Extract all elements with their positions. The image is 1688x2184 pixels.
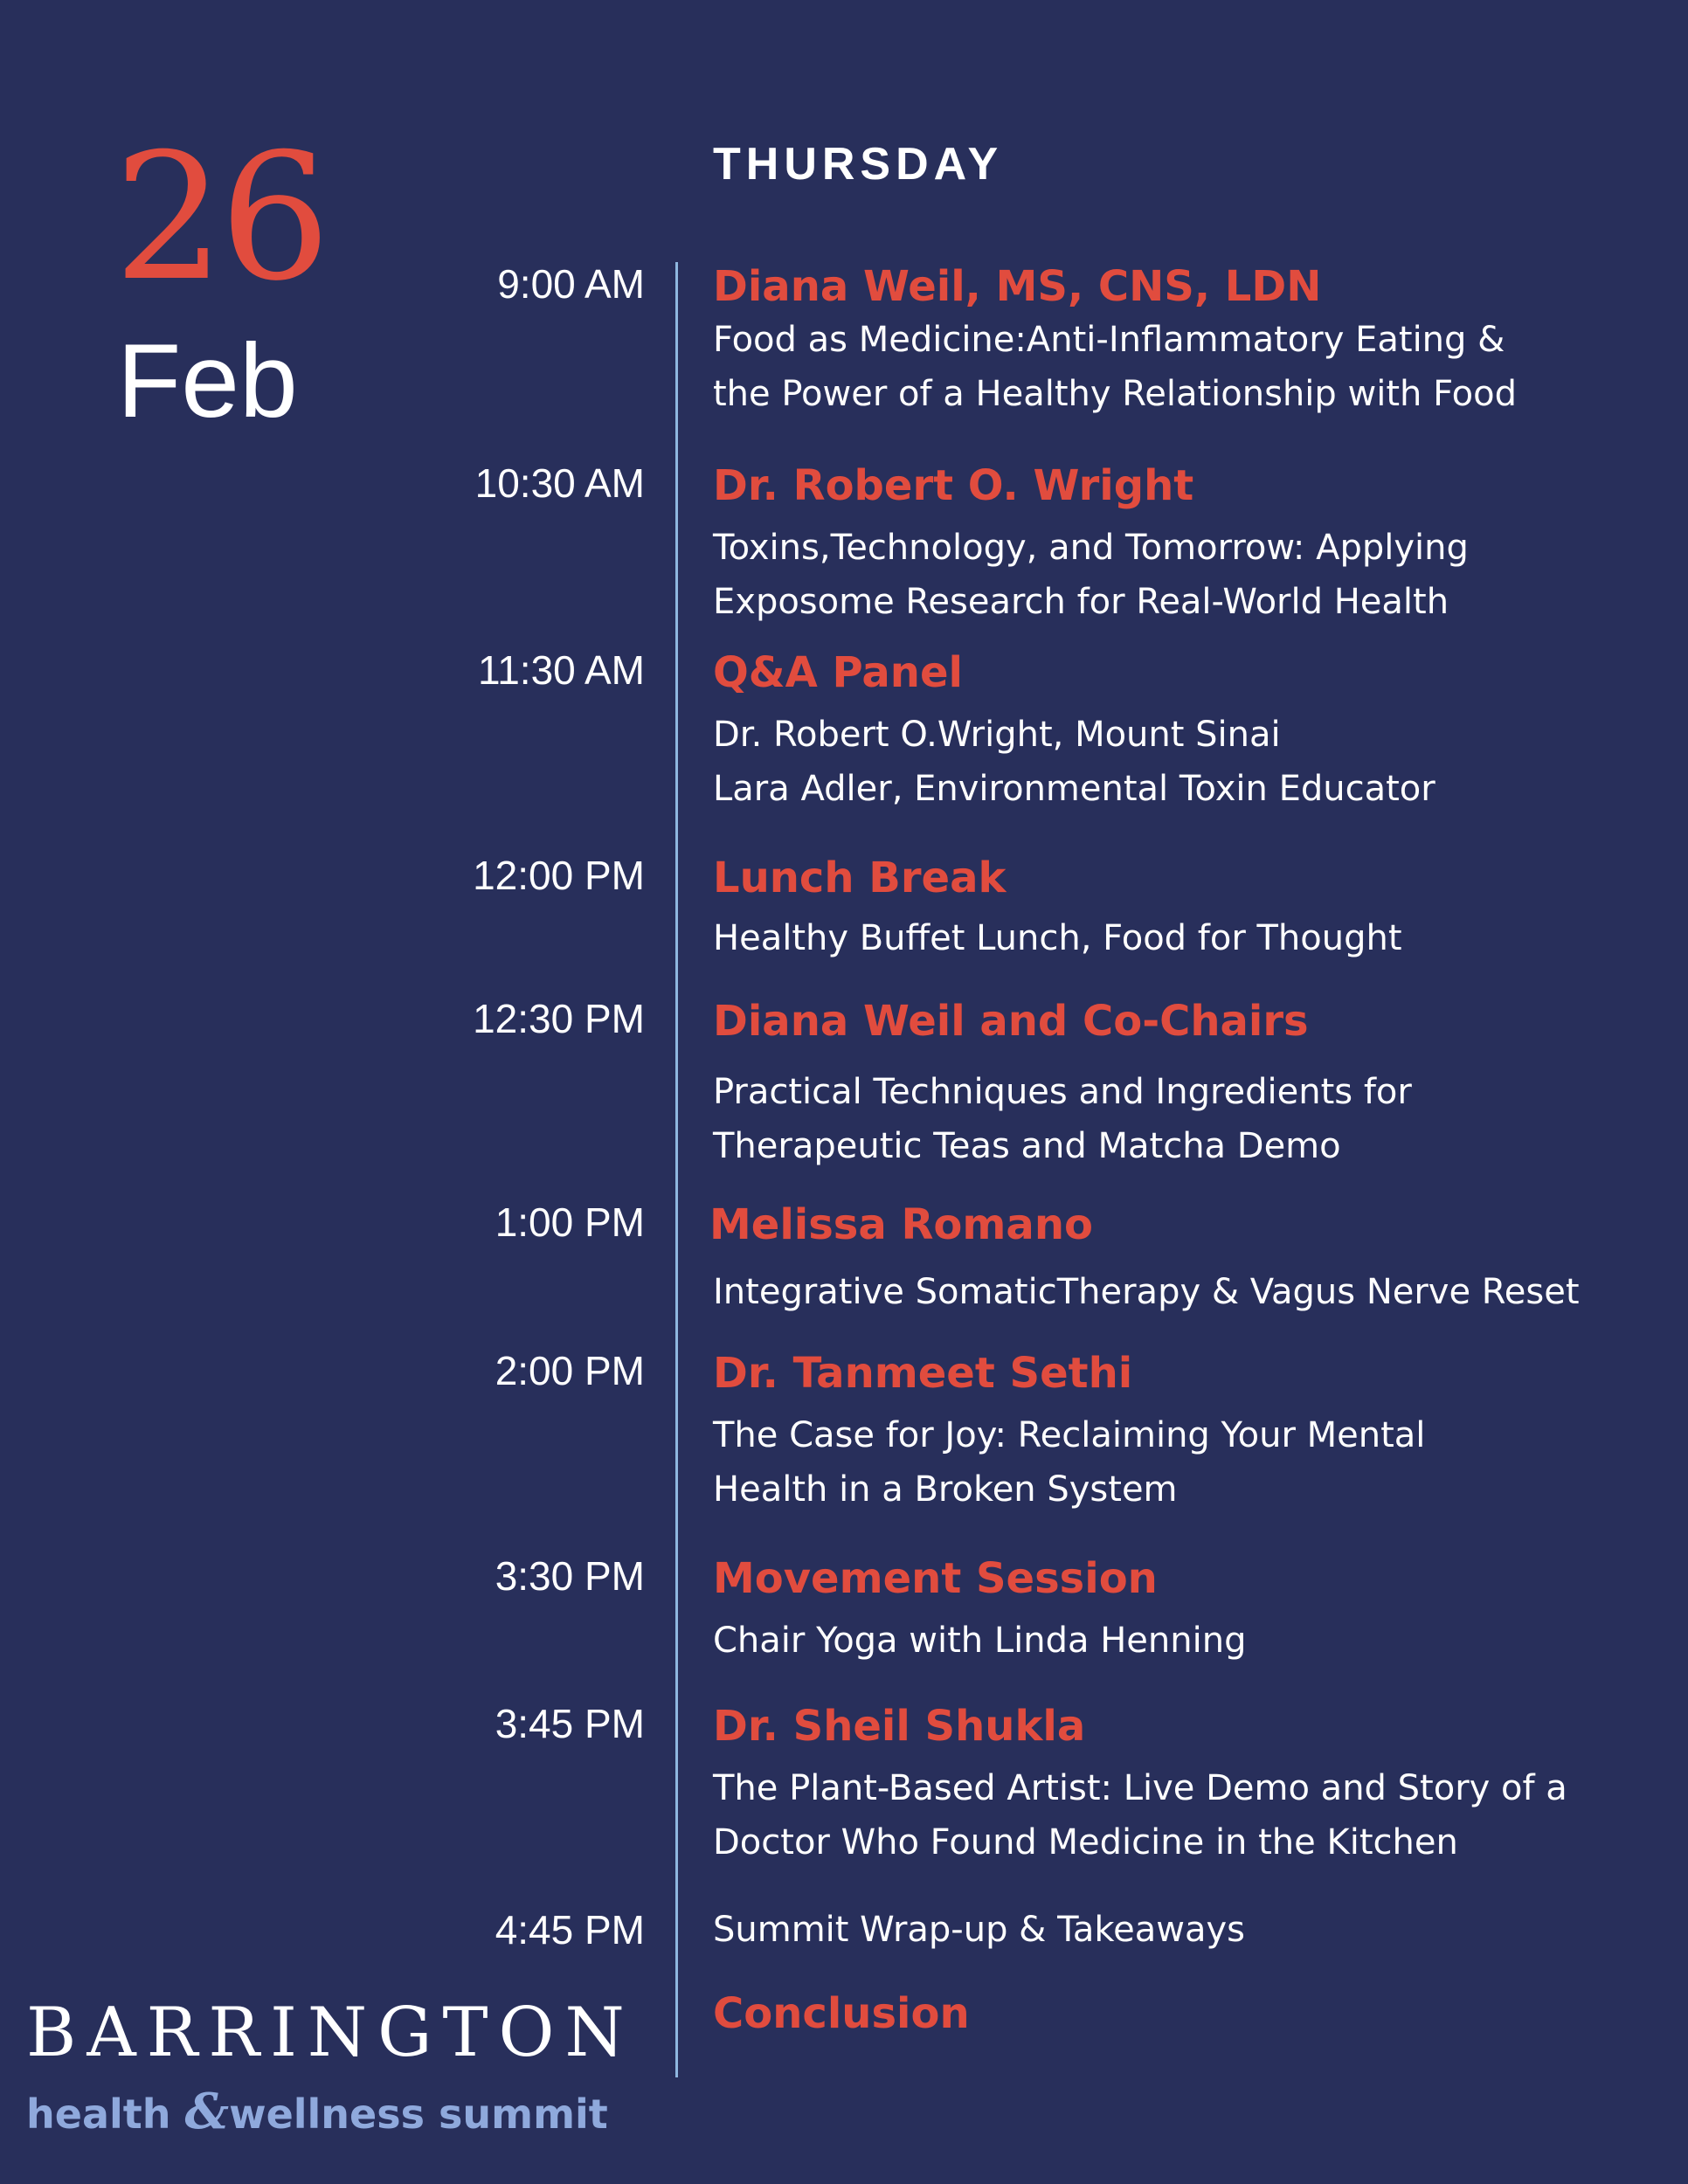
event-time: 12:00 PM	[473, 853, 645, 898]
event-time: 10:30 AM	[474, 460, 645, 506]
event-description: The Plant-Based Artist: Live Demo and Story of a	[713, 1768, 1567, 1808]
event-description: Lara Adler, Environmental Toxin Educator	[713, 769, 1435, 809]
event-description: Summit Wrap-up & Takeaways	[713, 1910, 1246, 1950]
event-time: 4:45 PM	[495, 1907, 645, 1952]
event-description: Doctor Who Found Medicine in the Kitchen	[713, 1822, 1458, 1863]
event-time: 3:30 PM	[495, 1553, 645, 1599]
date-day: 26	[114, 116, 326, 320]
logo-wordmark: BARRINGTON	[26, 1994, 635, 2072]
event-description: Chair Yoga with Linda Henning	[713, 1621, 1247, 1661]
event-title: Diana Weil, MS, CNS, LDN	[713, 262, 1322, 311]
event-description: Exposome Research for Real-World Health	[713, 582, 1449, 622]
event-title: Conclusion	[713, 1989, 970, 2038]
event-title: Dr. Robert O. Wright	[713, 461, 1194, 510]
event-title: Dr. Tanmeet Sethi	[713, 1349, 1133, 1398]
day-title: THURSDAY	[713, 139, 1004, 190]
date-block	[114, 116, 326, 439]
event-time: 9:00 AM	[497, 261, 645, 307]
event-description: Integrative SomaticTherapy & Vagus Nerve Reset	[713, 1272, 1580, 1312]
event-description: the Power of a Healthy Relationship with Food	[713, 374, 1517, 414]
event-description: Healthy Buffet Lunch, Food for Thought	[713, 918, 1402, 958]
event-title: Dr. Sheil Shukla	[713, 1702, 1086, 1751]
date-month: Feb	[117, 322, 298, 439]
event-time: 11:30 AM	[478, 647, 645, 693]
event-description: Dr. Robert O.Wright, Mount Sinai	[713, 715, 1281, 755]
event-description: Food as Medicine:Anti-Inflammatory Eating &	[713, 320, 1505, 360]
event-title: Diana Weil and Co-Chairs	[713, 997, 1309, 1046]
event-title: Melissa Romano	[709, 1200, 1093, 1249]
event-description: Practical Techniques and Ingredients for	[713, 1072, 1412, 1112]
event-time: 12:30 PM	[473, 996, 645, 1041]
event-title: Q&A Panel	[713, 648, 963, 697]
logo-tagline	[26, 2083, 635, 2140]
event-time: 1:00 PM	[495, 1199, 645, 1245]
event-title: Movement Session	[713, 1554, 1158, 1603]
event-description: The Case for Joy: Reclaiming Your Mental	[713, 1415, 1426, 1455]
event-time: 2:00 PM	[495, 1348, 645, 1393]
timeline-divider	[675, 262, 678, 2077]
event-description: Toxins,Technology, and Tomorrow: Applying	[713, 528, 1469, 568]
logo-tag-left: health	[26, 2091, 171, 2138]
event-title: Lunch Break	[713, 854, 1007, 902]
logo-tag-right: wellness summit	[229, 2091, 608, 2138]
event-time: 3:45 PM	[495, 1701, 645, 1746]
event-description: Therapeutic Teas and Matcha Demo	[713, 1126, 1341, 1166]
event-description: Health in a Broken System	[713, 1469, 1178, 1510]
barrington-logo	[26, 1994, 635, 2140]
logo-ampersand: &	[184, 2083, 230, 2140]
